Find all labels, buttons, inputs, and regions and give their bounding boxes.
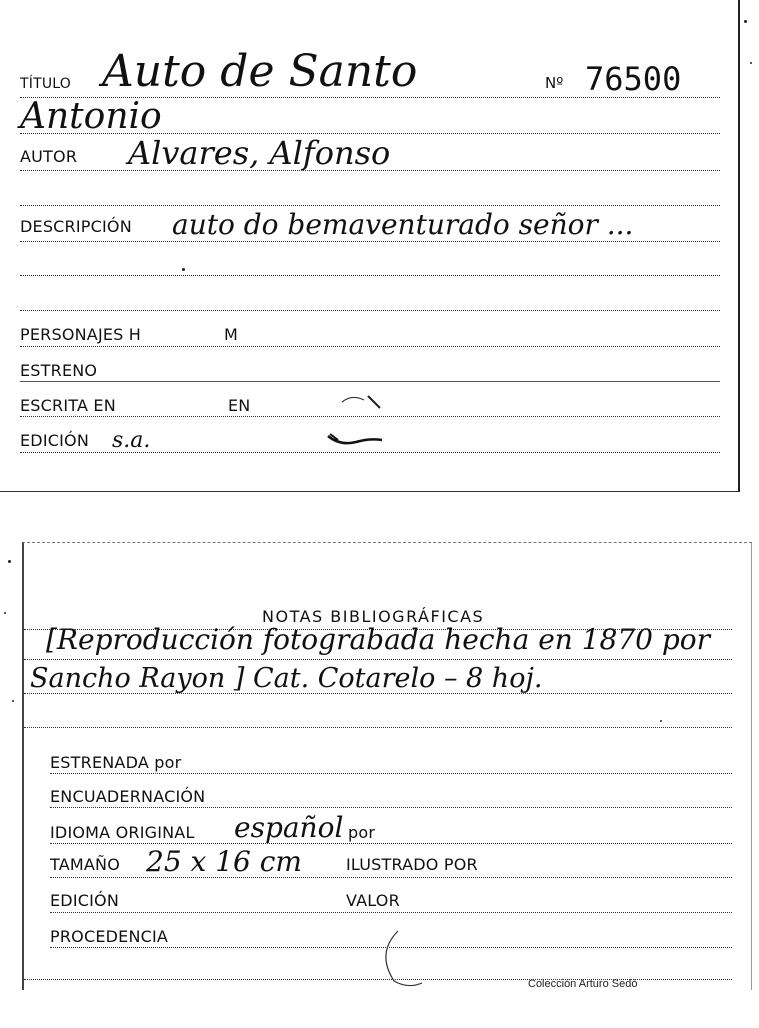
rule-autor-2: [20, 205, 720, 206]
idioma-por-label: por: [348, 823, 376, 842]
catalog-card-front: [0, 0, 740, 492]
rule-personajes: [20, 346, 720, 347]
scan-speck: [182, 268, 185, 271]
rule-descripcion-3: [20, 310, 720, 311]
rule-edicion: [20, 452, 720, 453]
scan-speck: [4, 612, 6, 614]
collection-footer: Colección Arturo Sedó: [528, 978, 638, 990]
scan-speck: [744, 20, 747, 23]
notes-line-1: [Reproducción fotograbada hecha en 1870 por: [46, 623, 711, 656]
scan-speck: [750, 62, 752, 64]
scan-speck: [8, 560, 11, 563]
rule-encuadernacion: [50, 807, 732, 808]
punch-mark-back-icon: [368, 923, 438, 993]
tamano-label: TAMAÑO: [50, 855, 120, 874]
rule-estrenada: [50, 773, 732, 774]
rule-descripcion-2: [20, 275, 720, 276]
idioma-label: IDIOMA ORIGINAL: [50, 823, 195, 842]
en-label: EN: [228, 396, 251, 415]
rule-descripcion: [20, 241, 720, 242]
valor-label: VALOR: [346, 891, 400, 910]
ilustrado-label: ILUSTRADO POR: [346, 855, 478, 874]
idioma-value: español: [234, 811, 344, 844]
rule-edicion-back: [50, 912, 732, 913]
numero-label: Nº: [545, 74, 564, 92]
scan-speck: [660, 720, 662, 722]
notes-line-2: Sancho Rayon ] Cat. Cotarelo – 8 hoj.: [30, 663, 543, 694]
escrita-en-label: ESCRITA EN: [20, 396, 116, 415]
numero-value: 76500: [585, 60, 682, 98]
scan-speck: [12, 700, 14, 702]
descripcion-label: DESCRIPCIÓN: [20, 217, 132, 236]
edicion-label: EDICIÓN: [20, 431, 90, 450]
punch-mark-icon: [320, 390, 390, 450]
rule-notas-2: [24, 659, 732, 660]
encuadernacion-label: ENCUADERNACIÓN: [50, 787, 206, 806]
titulo-value: Auto de Santo: [102, 46, 418, 97]
titulo-label: TÍTULO: [20, 76, 71, 92]
estrenada-label: ESTRENADA por: [50, 753, 182, 772]
catalog-card-back: [22, 542, 752, 990]
autor-label: AUTOR: [20, 147, 78, 166]
edicion-value: s.a.: [112, 428, 151, 453]
titulo-continuation: Antonio: [20, 96, 162, 137]
personajes-m-label: M: [224, 325, 239, 344]
rule-estreno: [20, 381, 720, 382]
procedencia-label: PROCEDENCIA: [50, 927, 169, 946]
rule-idioma: [50, 843, 732, 844]
rule-notas-3: [24, 693, 732, 694]
descripcion-value: auto do bemaventurado señor ...: [172, 208, 634, 241]
personajes-h-label: PERSONAJES H: [20, 325, 142, 344]
rule-notas-4: [24, 727, 732, 728]
autor-value: Alvares, Alfonso: [128, 134, 391, 172]
estreno-label: ESTRENO: [20, 361, 98, 380]
notas-heading: NOTAS BIBLIOGRÁFICAS: [262, 607, 485, 626]
rule-autor: [20, 170, 720, 171]
rule-tamano: [50, 877, 732, 878]
edicion-back-label: EDICIÓN: [50, 891, 120, 910]
tamano-value: 25 x 16 cm: [146, 845, 302, 878]
